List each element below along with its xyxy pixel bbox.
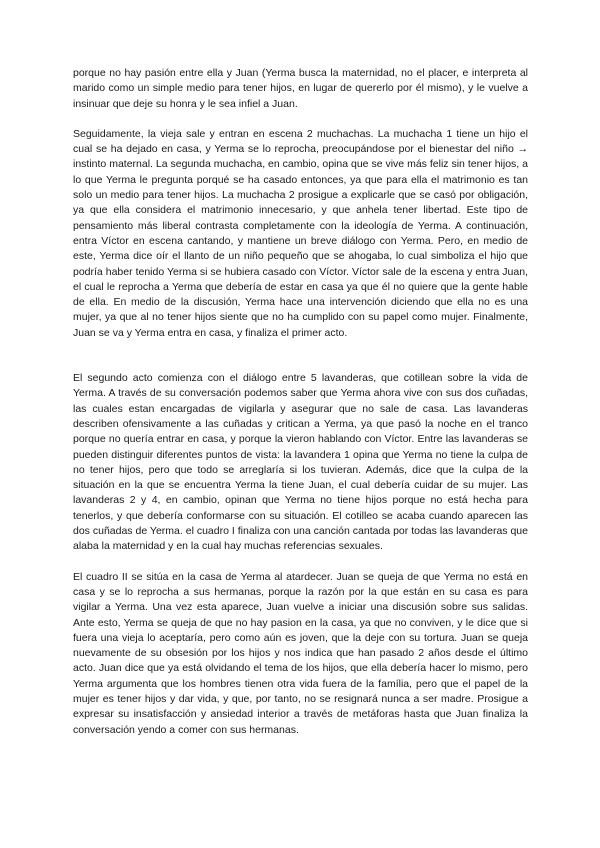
document-page: [73, 66, 528, 738]
paragraph: El cuadro II se sitúa en la casa de Yerma al atardecer. Juan se queja de que Yerma no está en casa y se lo reprocha a sus hermanas, porque la razón por la que están en su casa es para vigilar a Yerma. Una vez esta aparece, Juan vuelve a iniciar una discusión sobre sus salidas. Ante esto, Yerma se queja de que no hay pasion en la casa, ya que no conviven, y le dice que si fuera una vieja lo aceptaría, pero como aún es joven, que la deje con su tortura. Juan se queja nuevamente de su obsesión por los hijos y nos indica que han pasado 2 años desde el último acto. Juan dice que ya está olvidando el tema de los hijos, que ella debería hacer lo mismo, pero Yerma argumenta que los hombres tienen otra vida fuera de la família, pero que el papel de la mujer es tener hijos y dar vida, y que, por tanto, no se resignará nunca a ser madre. Prosigue a expresar su insatisfacción y ansiedad interior a través de metáforas hasta que Juan finaliza la conversación yendo a comer con sus hermanas.: [73, 570, 528, 736]
paragraph: porque no hay pasión entre ella y Juan (Yerma busca la maternidad, no el placer, e interpreta al marido como un simple medio para tener hijos, en lugar de quererlo por él mismo), y le vuelve a insinuar que deje su honra y le sea infiel a Juan.: [73, 67, 528, 110]
paragraph: El segundo acto comienza con el diálogo entre 5 lavanderas, que cotillean sobre la vida de Yerma. A través de su conversación podemos saber que Yerma ahora vive con sus dos cuñadas, las cuales estan encargadas de vigilarla y asegurar que no sale de casa. Las lavanderas describen ofensivamente a las cuñadas y critican a Yerma, ya que pasó la noche en el tranco porque no quería entrar en casa, y porque la vieron hablando con Víctor. Entre las lavanderas se pueden distinguir diferentes puntos de vista: la lavandera 1 opina que Yerma no tiene la culpa de no tener hijos, pero que todo se arreglaría si los tuvieran. Además, dice que la culpa de la situación en la que se encuentra Yerma la tiene Juan, el cual debería cuidar de su mujer. Las lavanderas 2 y 4, en cambio, opinan que Yerma no tiene hijos porque no está hecha para tenerlos, y que debería conformarse con su situación. El cotilleo se acaba cuando aparecen las dos cuñadas de Yerma. el cuadro I finaliza con una canción cantada por todas las lavanderas que alaba la maternidad y en la cual hay muchas referencias sexuales.: [73, 372, 528, 553]
paragraph: Seguidamente, la vieja sale y entran en escena 2 muchachas. La muchacha 1 tiene un hijo el cual se ha dejado en casa, y Yerma se lo reprocha, preocupándose por el bienestar del niño → instinto maternal. La segunda muchacha, en cambio, opina que se vive más feliz sin tener hijos, a lo que Yerma le pregunta porqué se ha casado entonces, ya que para ella el matrimonio es tan solo un medio para tener hijos. La muchacha 2 prosigue a explicarle que se casó por obligación, ya que ella considera el matrimonio innecesario, y que anhela tener libertad. Este tipo de pensamiento más liberal contrasta completamente con la ideología de Yerma. A continuación, entra Víctor en escena cantando, y mantiene un breve diálogo con Yerma. Pero, en medio de este, Yerma dice oír el llanto de un niño pequeño que se ahogaba, lo cual simboliza el hijo que podría haber tenido Yerma si se hubiera casado con Víctor. Víctor sale de la escena y entra Juan, el cual le reprocha a Yerma que debería de estar en casa ya que él no quiere que la gente hable de ella. En medio de la discusión, Yerma hace una intervención diciendo que ella no es una mujer, ya que al no tener hijos siente que no ha cumplido con su papel como mujer. Finalmente, Juan se va y Yerma entra en casa, y finaliza el primer acto.: [73, 127, 528, 339]
